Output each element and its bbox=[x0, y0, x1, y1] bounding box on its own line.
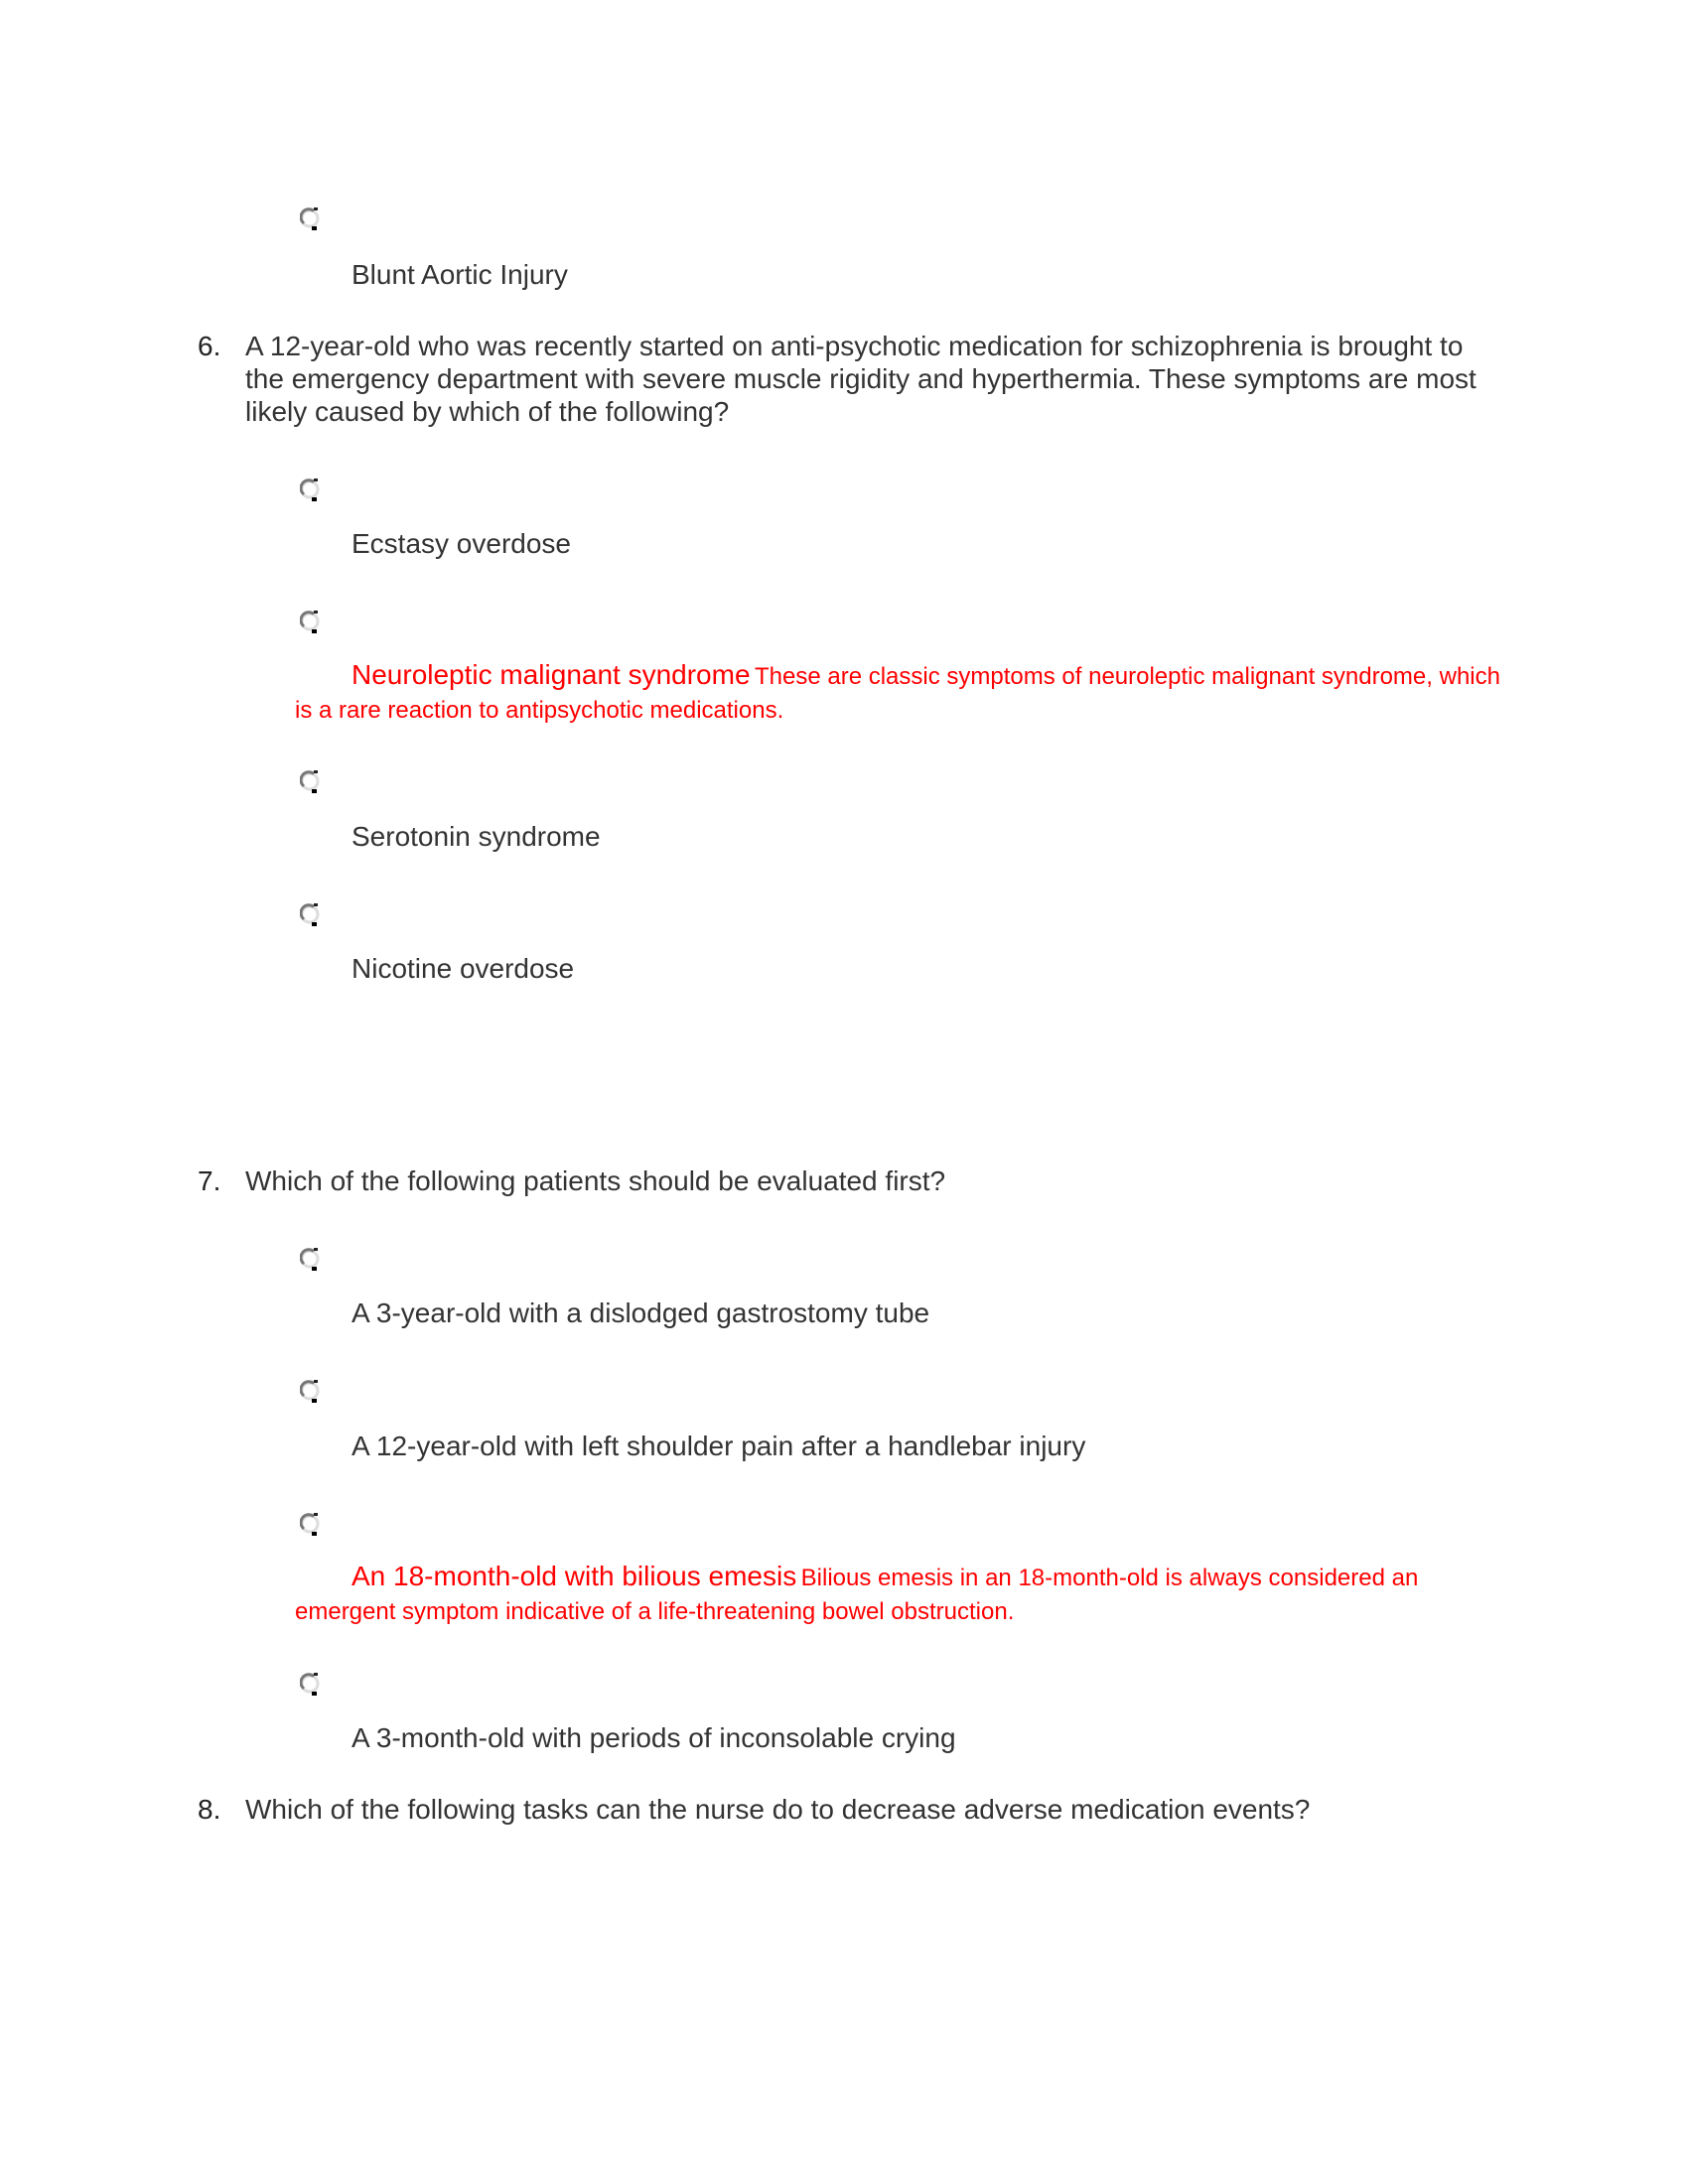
radio-option[interactable] bbox=[300, 1380, 320, 1400]
radio-option[interactable] bbox=[300, 1673, 320, 1693]
radio-option[interactable] bbox=[300, 903, 320, 923]
question-number: 6. bbox=[198, 331, 221, 361]
option-label: Blunt Aortic Injury bbox=[352, 259, 568, 290]
radio-circle-icon bbox=[300, 770, 322, 794]
radio-option[interactable] bbox=[300, 611, 320, 630]
radio-circle-icon bbox=[300, 478, 322, 502]
radio-option[interactable] bbox=[300, 207, 320, 227]
question-text: A 12-year-old who was recently started on anti-psychotic medication for schizophrenia is brought to the emergency department with severe muscle rigidity and hyperthermia. These symptoms are most likely caused by which of the following? bbox=[245, 331, 1477, 427]
radio-circle-icon bbox=[300, 1673, 322, 1697]
radio-circle-icon bbox=[300, 207, 322, 231]
option-label: A 12-year-old with left shoulder pain after a handlebar injury bbox=[352, 1431, 1086, 1461]
question-text: Which of the following patients should be evaluated first? bbox=[245, 1165, 946, 1196]
option-label: Neuroleptic malignant syndrome bbox=[352, 659, 751, 690]
option-explanation: Bilious emesis in an 18-month-old is always considered an emergent symptom indicative of a life-threatening bowel obstruction. bbox=[295, 1565, 1419, 1625]
option-label: Nicotine overdose bbox=[352, 953, 575, 984]
radio-option[interactable] bbox=[300, 1513, 320, 1533]
radio-circle-icon bbox=[300, 1380, 322, 1404]
question-text: Which of the following tasks can the nurse do to decrease adverse medication events? bbox=[245, 1794, 1311, 1825]
option-label: A 3-year-old with a dislodged gastrostomy tube bbox=[352, 1297, 930, 1328]
radio-circle-icon bbox=[300, 1248, 322, 1272]
radio-option[interactable] bbox=[300, 1248, 320, 1268]
option-label: Ecstasy overdose bbox=[352, 528, 571, 559]
question-number: 8. bbox=[198, 1794, 221, 1825]
option-label: Serotonin syndrome bbox=[352, 821, 601, 852]
option-label: An 18-month-old with bilious emesis bbox=[352, 1561, 797, 1591]
question-number: 7. bbox=[198, 1165, 221, 1196]
radio-circle-icon bbox=[300, 1513, 322, 1537]
radio-option[interactable] bbox=[300, 770, 320, 790]
radio-option[interactable] bbox=[300, 478, 320, 498]
option-explanation: These are classic symptoms of neuroleptic malignant syndrome, which is a rare reaction to antipsychotic medications. bbox=[295, 663, 1500, 724]
correct-option bbox=[295, 659, 1516, 729]
correct-option bbox=[295, 1561, 1516, 1630]
option-label: A 3-month-old with periods of inconsolable crying bbox=[352, 1722, 956, 1753]
radio-circle-icon bbox=[300, 903, 322, 927]
radio-circle-icon bbox=[300, 611, 322, 634]
